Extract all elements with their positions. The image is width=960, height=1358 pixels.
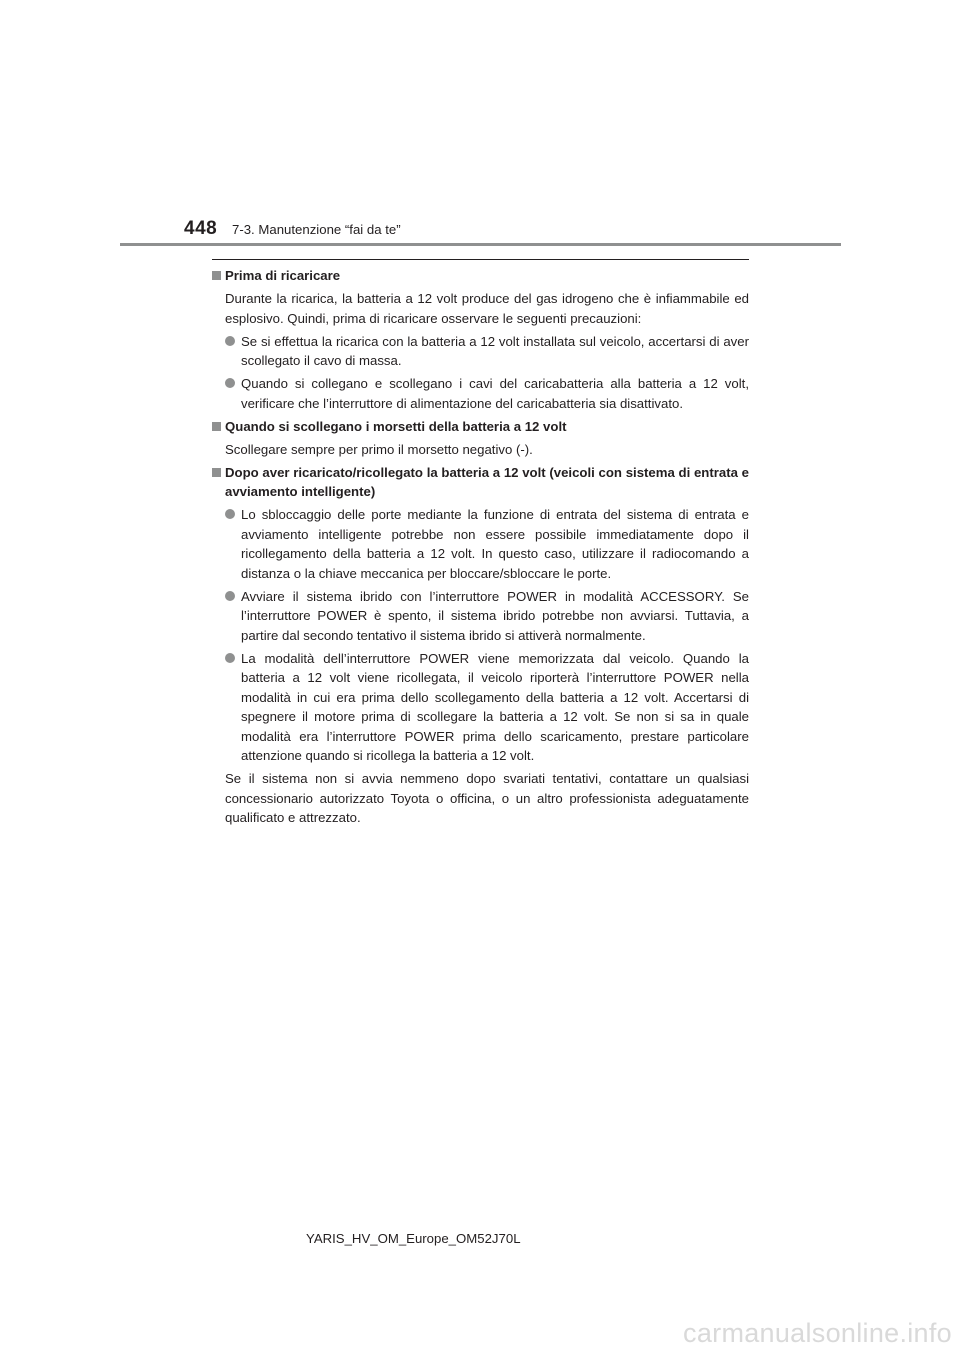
section-prima-di-ricaricare	[212, 266, 749, 413]
square-bullet-icon	[212, 468, 221, 477]
bullet-text: Lo sbloccaggio delle porte mediante la funzione di entrata del sistema di entrata e avviamento intelligente potrebbe non essere possibile immediatamente dopo il ricollegamento della batteria a 12 volt. In questo caso, utilizzare il radiocomando a distanza o la chiave meccanica per bloccare/sbloccare le porte.	[241, 507, 749, 581]
circle-bullet-icon	[225, 509, 235, 519]
section-dopo-ricaricato	[212, 463, 749, 828]
section-heading	[212, 266, 749, 286]
content	[212, 266, 749, 831]
section-heading-text: Dopo aver ricaricato/ricollegato la batteria a 12 volt (veicoli con sistema di entrata e avviamento intelligente)	[225, 464, 749, 499]
section-scollegare-morsetti	[212, 417, 749, 460]
bullet-text: Se si effettua la ricarica con la batteria a 12 volt installata sul veicolo, accertarsi di aver scollegato il cavo di massa.	[241, 333, 749, 368]
section-heading	[212, 417, 749, 437]
watermark: carmanualsonline.info	[683, 1318, 952, 1348]
header-rule	[120, 243, 841, 246]
circle-bullet-icon	[225, 653, 235, 663]
circle-bullet-icon	[225, 336, 235, 346]
section-rule	[212, 259, 749, 260]
circle-bullet-icon	[225, 591, 235, 601]
section-heading	[212, 463, 749, 502]
circle-bullet-icon	[225, 378, 235, 388]
section-paragraph: Scollegare sempre per primo il morsetto negativo (-).	[225, 441, 533, 457]
chapter-title: 7-3. Manutenzione “fai da te”	[232, 222, 401, 237]
square-bullet-icon	[212, 422, 221, 431]
bullet-item	[212, 505, 749, 583]
bullet-item	[212, 332, 749, 371]
page-number: 448	[184, 218, 218, 239]
section-paragraph: Se il sistema non si avvia nemmeno dopo svariati tentativi, contattare un qualsiasi concessionario autorizzato Toyota o officina, o un altro professionista adeguatamente qualificato e attrezzato.	[225, 771, 749, 825]
bullet-item	[212, 587, 749, 646]
bullet-text: Quando si collegano e scollegano i cavi del caricabatteria alla batteria a 12 volt, verificare che l’interruttore di alimentazione del caricabatteria sia disattivato.	[241, 376, 749, 411]
section-paragraph: Durante la ricarica, la batteria a 12 volt produce del gas idrogeno che è infiammabile ed esplosivo. Quindi, prima di ricaricare osservare le seguenti precauzioni:	[225, 291, 749, 326]
bullet-item	[212, 649, 749, 766]
footer-doc-code: YARIS_HV_OM_Europe_OM52J70L	[306, 1231, 521, 1246]
square-bullet-icon	[212, 271, 221, 280]
bullet-text: La modalità dell’interruttore POWER viene memorizzata dal veicolo. Quando la batteria a 12 volt viene ricollegata, il veicolo riporterà l’interruttore POWER nella modalità in cui era prima dello scollegamento della batteria a 12 volt. Accertarsi di spegnere il motore prima di scollegare la batteria a 12 volt. Se non si sa in quale modalità era l’interruttore POWER prima dello scaricamento, prestare particolare attenzione quando si ricollega la batteria a 12 volt.	[241, 650, 749, 763]
section-heading-text: Quando si scollegano i morsetti della batteria a 12 volt	[225, 418, 567, 434]
bullet-item	[212, 374, 749, 413]
section-heading-text: Prima di ricaricare	[225, 268, 341, 283]
bullet-text: Avviare il sistema ibrido con l’interruttore POWER in modalità ACCESSORY. Se l’interruttore POWER è spento, il sistema ibrido potrebbe non avviarsi. Tuttavia, a partire dal secondo tentativo il sistema ibrido si attiverà normalmente.	[241, 588, 749, 643]
